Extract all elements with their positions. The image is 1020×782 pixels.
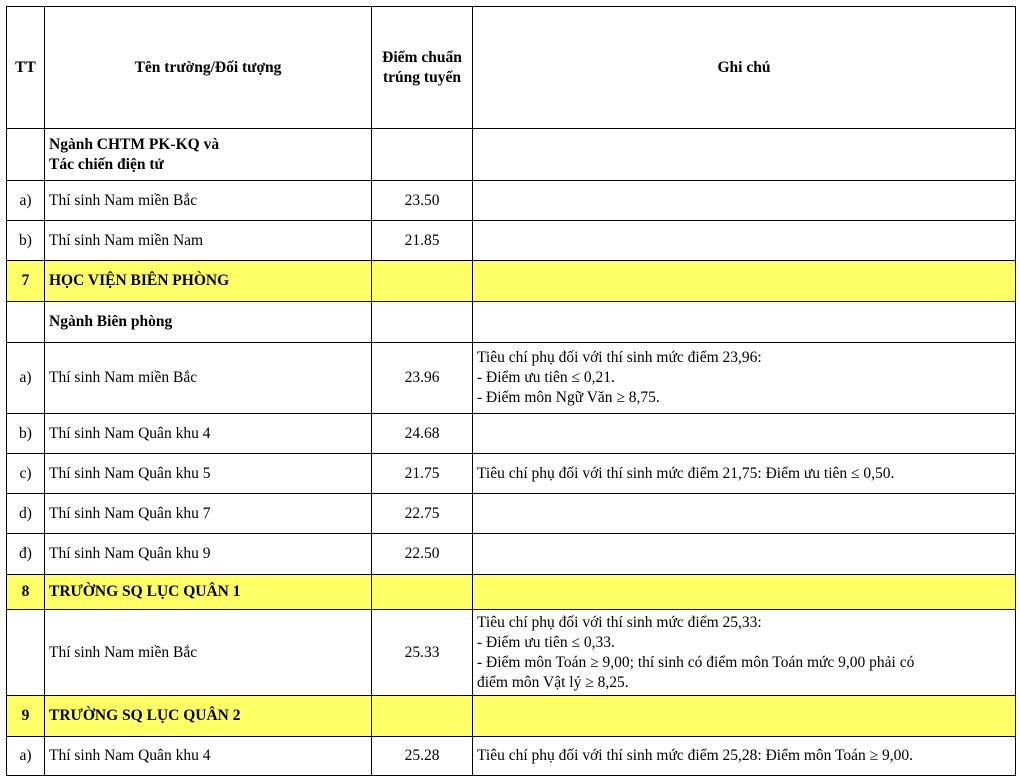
table-row — [7, 610, 1016, 696]
row-name — [45, 129, 372, 181]
note-line: Tiêu chí phụ đối với thí sinh mức điểm 23,96: — [477, 349, 762, 366]
row-note — [473, 534, 1016, 575]
table-row — [7, 414, 1016, 454]
row-score: 22.75 — [372, 494, 473, 534]
note-line: - Điểm môn Ngữ Văn ≥ 8,75. — [477, 389, 660, 406]
row-score: 25.28 — [372, 737, 473, 776]
row-score: 21.75 — [372, 454, 473, 494]
row-name: Thí sinh Nam Quân khu 9 — [45, 534, 372, 575]
table-row — [7, 221, 1016, 261]
row-score: 25.33 — [372, 610, 473, 696]
header-score — [372, 7, 473, 129]
row-tt: a) — [7, 181, 45, 221]
note-line: điểm môn Vật lý ≥ 8,25. — [477, 673, 629, 691]
row-note — [473, 737, 1016, 776]
section-title: HỌC VIỆN BIÊN PHÒNG — [45, 261, 372, 302]
section-number: 9 — [7, 696, 45, 737]
row-score: 21.85 — [372, 221, 473, 261]
note-line: Tiêu chí phụ đối với thí sinh mức điểm 25,28: Điểm môn Toán ≥ 9,00. — [477, 747, 914, 764]
section-row — [7, 696, 1016, 737]
row-tt: d) — [7, 494, 45, 534]
row-score — [372, 129, 473, 181]
note-line: Tiêu chí phụ đối với thí sinh mức điểm 25,33: — [477, 613, 762, 631]
table-header-row — [7, 7, 1016, 129]
row-name: Thí sinh Nam Quân khu 5 — [45, 454, 372, 494]
row-score: 24.68 — [372, 414, 473, 454]
row-tt: c) — [7, 454, 45, 494]
row-score: 23.96 — [372, 343, 473, 414]
row-note — [473, 494, 1016, 534]
row-tt — [7, 610, 45, 696]
row-note — [473, 181, 1016, 221]
row-tt: a) — [7, 343, 45, 414]
row-tt — [7, 129, 45, 181]
row-note — [473, 221, 1016, 261]
row-tt: b) — [7, 221, 45, 261]
section-note — [473, 696, 1016, 737]
section-number: 7 — [7, 261, 45, 302]
table-row — [7, 494, 1016, 534]
row-name: Ngành Biên phòng — [45, 302, 372, 343]
row-name-line2: Tác chiến điện tử — [49, 155, 164, 173]
row-name: Thí sinh Nam Quân khu 4 — [45, 414, 372, 454]
table-row — [7, 454, 1016, 494]
table-row — [7, 302, 1016, 343]
header-note: Ghi chú — [473, 7, 1016, 129]
note-line: - Điểm môn Toán ≥ 9,00; thí sinh có điểm môn Toán mức 9,00 phải có — [477, 653, 915, 671]
table-row — [7, 343, 1016, 414]
row-name: Thí sinh Nam miền Nam — [45, 221, 372, 261]
row-tt — [7, 302, 45, 343]
row-note — [473, 454, 1016, 494]
row-name-line1: Ngành CHTM PK-KQ và — [49, 135, 220, 153]
row-name: Thí sinh Nam miền Bắc — [45, 343, 372, 414]
section-row — [7, 575, 1016, 610]
row-note — [473, 343, 1016, 414]
row-name: Thí sinh Nam miền Bắc — [45, 181, 372, 221]
row-score: 23.50 — [372, 181, 473, 221]
table-row — [7, 534, 1016, 575]
admission-score-table — [6, 6, 1016, 776]
row-note — [473, 610, 1016, 696]
table-row — [7, 129, 1016, 181]
row-note — [473, 302, 1016, 343]
row-score: 22.50 — [372, 534, 473, 575]
header-name: Tên trường/Đối tượng — [45, 7, 372, 129]
section-score — [372, 575, 473, 610]
row-name: Thí sinh Nam Quân khu 4 — [45, 737, 372, 776]
section-number: 8 — [7, 575, 45, 610]
row-name: Thí sinh Nam Quân khu 7 — [45, 494, 372, 534]
row-note — [473, 414, 1016, 454]
table-row — [7, 737, 1016, 776]
section-row — [7, 261, 1016, 302]
row-score — [372, 302, 473, 343]
note-line: - Điểm ưu tiên ≤ 0,33. — [477, 633, 615, 651]
row-tt: đ) — [7, 534, 45, 575]
row-tt: a) — [7, 737, 45, 776]
section-title: TRƯỜNG SQ LỤC QUÂN 1 — [45, 575, 372, 610]
table-row — [7, 181, 1016, 221]
header-score-line1: Điểm chuẩn — [382, 48, 462, 66]
row-name: Thí sinh Nam miền Bắc — [45, 610, 372, 696]
header-score-line2: trúng tuyển — [383, 68, 461, 86]
section-note — [473, 575, 1016, 610]
section-note — [473, 261, 1016, 302]
section-title: TRƯỜNG SQ LỤC QUÂN 2 — [45, 696, 372, 737]
note-line: - Điểm ưu tiên ≤ 0,21. — [477, 369, 615, 386]
row-note — [473, 129, 1016, 181]
row-tt: b) — [7, 414, 45, 454]
section-score — [372, 261, 473, 302]
section-score — [372, 696, 473, 737]
header-tt: TT — [7, 7, 45, 129]
note-line: Tiêu chí phụ đối với thí sinh mức điểm 21,75: Điểm ưu tiên ≤ 0,50. — [477, 464, 895, 482]
